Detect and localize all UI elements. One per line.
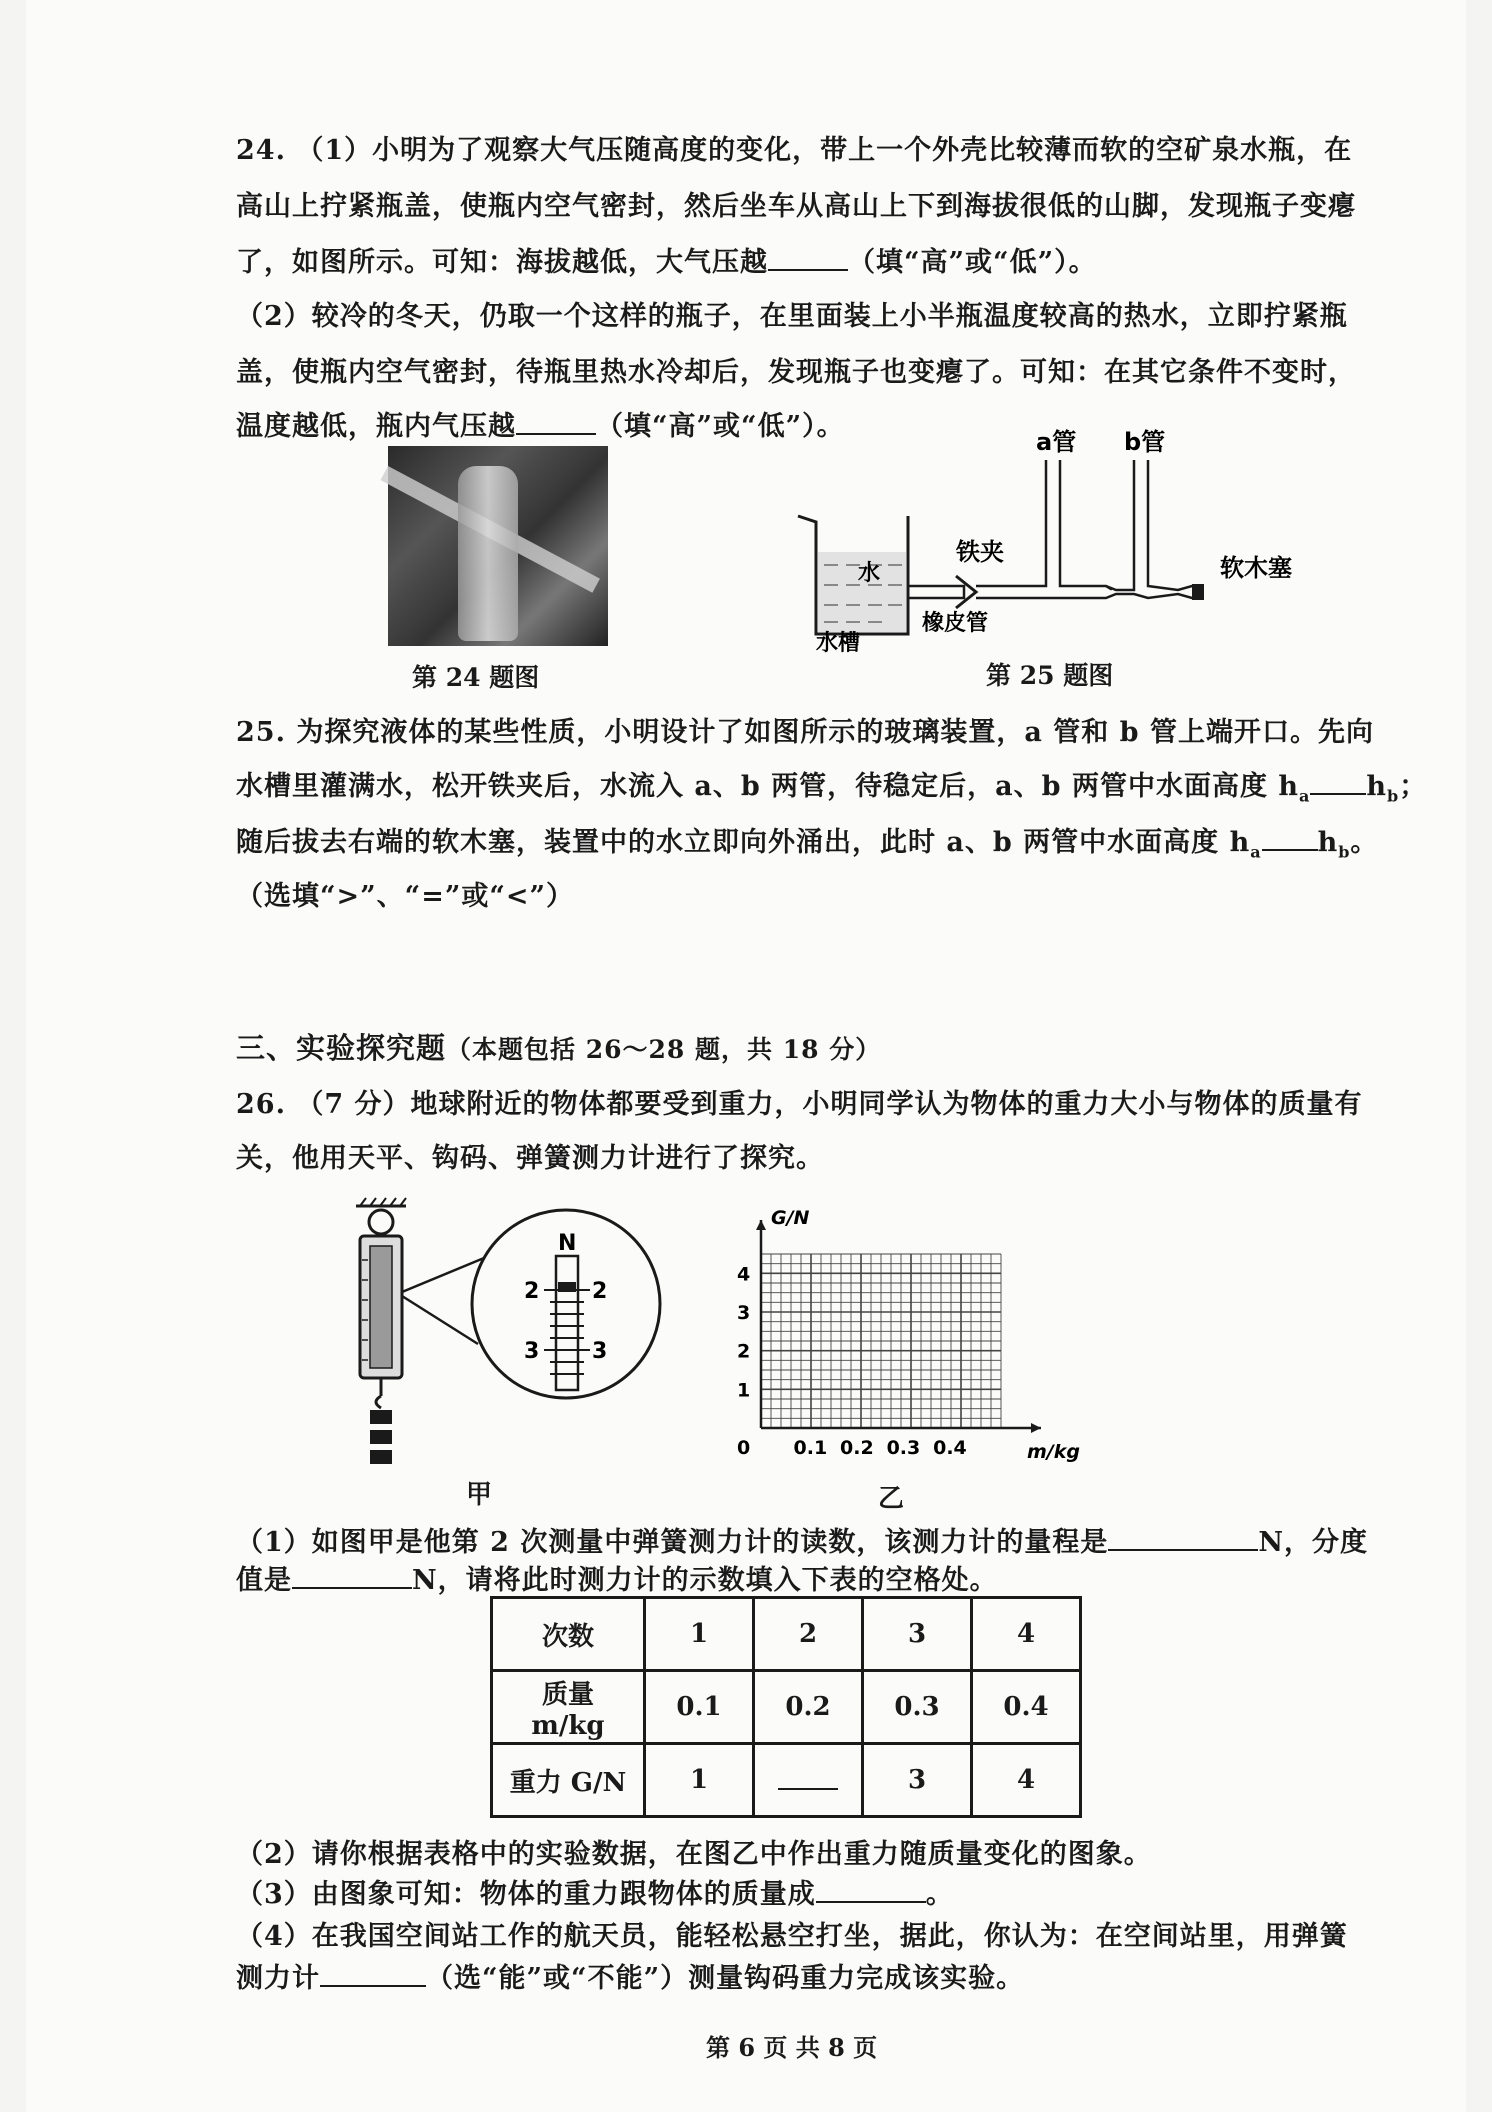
fig-jia-label: 甲	[466, 1480, 493, 1510]
label-tank: 水槽	[816, 631, 861, 656]
q26-p4-rest: （选“能”或“不能”）测量钩码重力完成该实验。	[426, 1963, 1025, 1994]
y-tick-2: 3	[737, 1302, 751, 1324]
exam-page	[26, 0, 1466, 2112]
q25-sub-b-2: b	[1338, 842, 1351, 862]
q25-sub-a-1: a	[1298, 786, 1311, 806]
q26-proportion-blank[interactable]	[816, 1877, 926, 1903]
x-tick-4: 0.4	[933, 1437, 967, 1459]
trial-4: 4	[972, 1598, 1081, 1671]
gauge-tick-3-left: 3	[524, 1339, 540, 1364]
y-tick-1: 2	[737, 1340, 751, 1363]
q26-p4-text: 测力计	[236, 1963, 320, 1994]
q25-sub-b-1: b	[1387, 786, 1400, 806]
q25-line2-end: ；	[1399, 771, 1428, 802]
fig-yi-label: 乙	[878, 1484, 905, 1514]
y-axis-arrow	[756, 1220, 766, 1230]
table-row-mass	[492, 1671, 1081, 1744]
label-water: 水	[858, 561, 881, 586]
q26-p3	[236, 1872, 954, 1911]
q26-range-blank[interactable]	[1108, 1525, 1258, 1551]
label-cork: 软木塞	[1220, 554, 1292, 582]
weight-3: 3	[863, 1744, 972, 1817]
mass-4: 0.4	[972, 1671, 1081, 1744]
q26-line1: 26. （7 分）地球附近的物体都要受到重力，小明同学认为物体的重力大小与物体的质量有	[236, 1089, 1363, 1120]
trial-1: 1	[645, 1598, 754, 1671]
weight-1: 1	[645, 1744, 754, 1817]
q26-p1-text: （1）如图甲是他第 2 次测量中弹簧测力计的读数，该测力计的量程是	[236, 1527, 1109, 1558]
page-footer: 第 6 页 共 8 页	[706, 2033, 878, 2062]
mass-2: 0.2	[754, 1671, 863, 1744]
x-axis-arrow	[1031, 1423, 1041, 1433]
q26-p1-unit: N，分度	[1258, 1527, 1369, 1558]
q24-line6-text: 温度越低，瓶内气压越	[236, 411, 516, 442]
q26-can-blank[interactable]	[320, 1961, 426, 1987]
gauge-tick-3-right: 3	[592, 1339, 608, 1364]
mass-1: 0.1	[645, 1671, 754, 1744]
q25-line3-text: 随后拔去右端的软木塞，装置中的水立即向外涌出，此时 a、b 两管中水面高度 h	[236, 827, 1251, 858]
q25-h-b-1: h	[1366, 771, 1387, 802]
q25-line2-text: 水槽里灌满水，松开铁夹后，水流入 a、b 两管，待稳定后，a、b 两管中水面高度 h	[236, 771, 1299, 802]
q26-line2: 关，他用天平、钩码、弹簧测力计进行了探究。	[236, 1143, 824, 1174]
section3-note: （本题包括 26～28 题，共 18 分）	[446, 1035, 882, 1064]
weight-2-line	[778, 1764, 838, 1790]
q24-line3-option: （填“高”或“低”）。	[848, 247, 1097, 278]
x-tick-0: 0	[737, 1437, 751, 1459]
mass-3: 0.3	[863, 1671, 972, 1744]
gauge-tick-2-right: 2	[592, 1279, 608, 1304]
fig25-caption: 第 25 题图	[986, 661, 1114, 690]
x-tick-3: 0.3	[886, 1437, 921, 1459]
section3-title: 三、实验探究题	[236, 1031, 447, 1065]
q24-line2: 高山上拧紧瓶盖，使瓶内空气密封，然后坐车从高山上下到海拔很低的山脚，发现瓶子变瘪	[236, 191, 1356, 222]
q25-line3-end: 。	[1350, 827, 1379, 858]
q25-line1: 25. 为探究液体的某些性质，小明设计了如图所示的玻璃装置，a 管和 b 管上端开口。先向	[236, 717, 1374, 748]
row-label-mass: 质量 m/kg	[492, 1671, 645, 1744]
q26-p4-line2	[236, 1956, 1024, 1995]
q24-line3-text: 了，如图所示。可知：海拔越低，大气压越	[236, 247, 768, 278]
trial-2: 2	[754, 1598, 863, 1671]
x-tick-1: 0.1	[793, 1437, 828, 1459]
label-b-tube: b管	[1124, 428, 1166, 456]
label-rubber: 橡皮管	[922, 611, 989, 636]
q25-h-b-2: h	[1317, 827, 1339, 858]
fig24-caption: 第 24 题图	[412, 663, 540, 692]
y-axis-label: G/N	[771, 1207, 810, 1229]
q26-p1-line2	[236, 1558, 998, 1597]
q24-line1: 24. （1）小明为了观察大气压随高度的变化，带上一个外壳比较薄而软的空矿泉水瓶，在	[236, 135, 1353, 166]
y-tick-3: 4	[737, 1263, 751, 1286]
q26-p4-line1: （4）在我国空间站工作的航天员，能轻松悬空打坐，据此，你认为：在空间站里，用弹簧	[236, 1921, 1348, 1952]
table-row-trials	[492, 1598, 1081, 1671]
row-label-trial: 次数	[492, 1598, 645, 1671]
q25-sub-a-2: a	[1250, 842, 1262, 862]
q26-p2: （2）请你根据表格中的实验数据，在图乙中作出重力随质量变化的图象。	[236, 1839, 1152, 1870]
q26-p3-text: （3）由图象可知：物体的重力跟物体的质量成	[236, 1879, 816, 1910]
label-clamp: 铁夹	[956, 538, 1004, 566]
weight-2-blank[interactable]	[754, 1744, 863, 1817]
trial-3: 3	[863, 1598, 972, 1671]
q26-division-blank[interactable]	[292, 1563, 412, 1589]
q26-p1-line2-rest: N，请将此时测力计的示数填入下表的空格处。	[412, 1565, 998, 1596]
table-row-weight	[492, 1744, 1081, 1817]
row-label-weight: 重力 G/N	[492, 1744, 645, 1817]
q26-p3-end: 。	[925, 1879, 954, 1910]
q26-p1-line2-text: 值是	[236, 1565, 292, 1596]
weight-mass-chart	[26, 0, 1466, 1500]
y-tick-0: 1	[737, 1379, 751, 1402]
label-a-tube: a管	[1036, 428, 1077, 456]
q24-line6-option: （填“高”或“低”）。	[596, 411, 845, 442]
data-table	[490, 1596, 1082, 1818]
gauge-tick-2-left: 2	[524, 1279, 540, 1304]
weight-4: 4	[972, 1744, 1081, 1817]
x-tick-2: 0.2	[840, 1437, 874, 1459]
q25-line4: （选填“>”、“=”或“<”）	[236, 881, 575, 912]
q26-p1-line1	[236, 1520, 1368, 1559]
q24-line5: 盖，使瓶内空气密封，待瓶里热水冷却后，发现瓶子也变瘪了。可知：在其它条件不变时，	[236, 357, 1356, 388]
x-axis-label: m/kg	[1027, 1441, 1080, 1463]
q24-line4: （2）较冷的冬天，仍取一个这样的瓶子，在里面装上小半瓶温度较高的热水，立即拧紧瓶	[236, 301, 1348, 332]
gauge-unit: N	[558, 1231, 577, 1256]
